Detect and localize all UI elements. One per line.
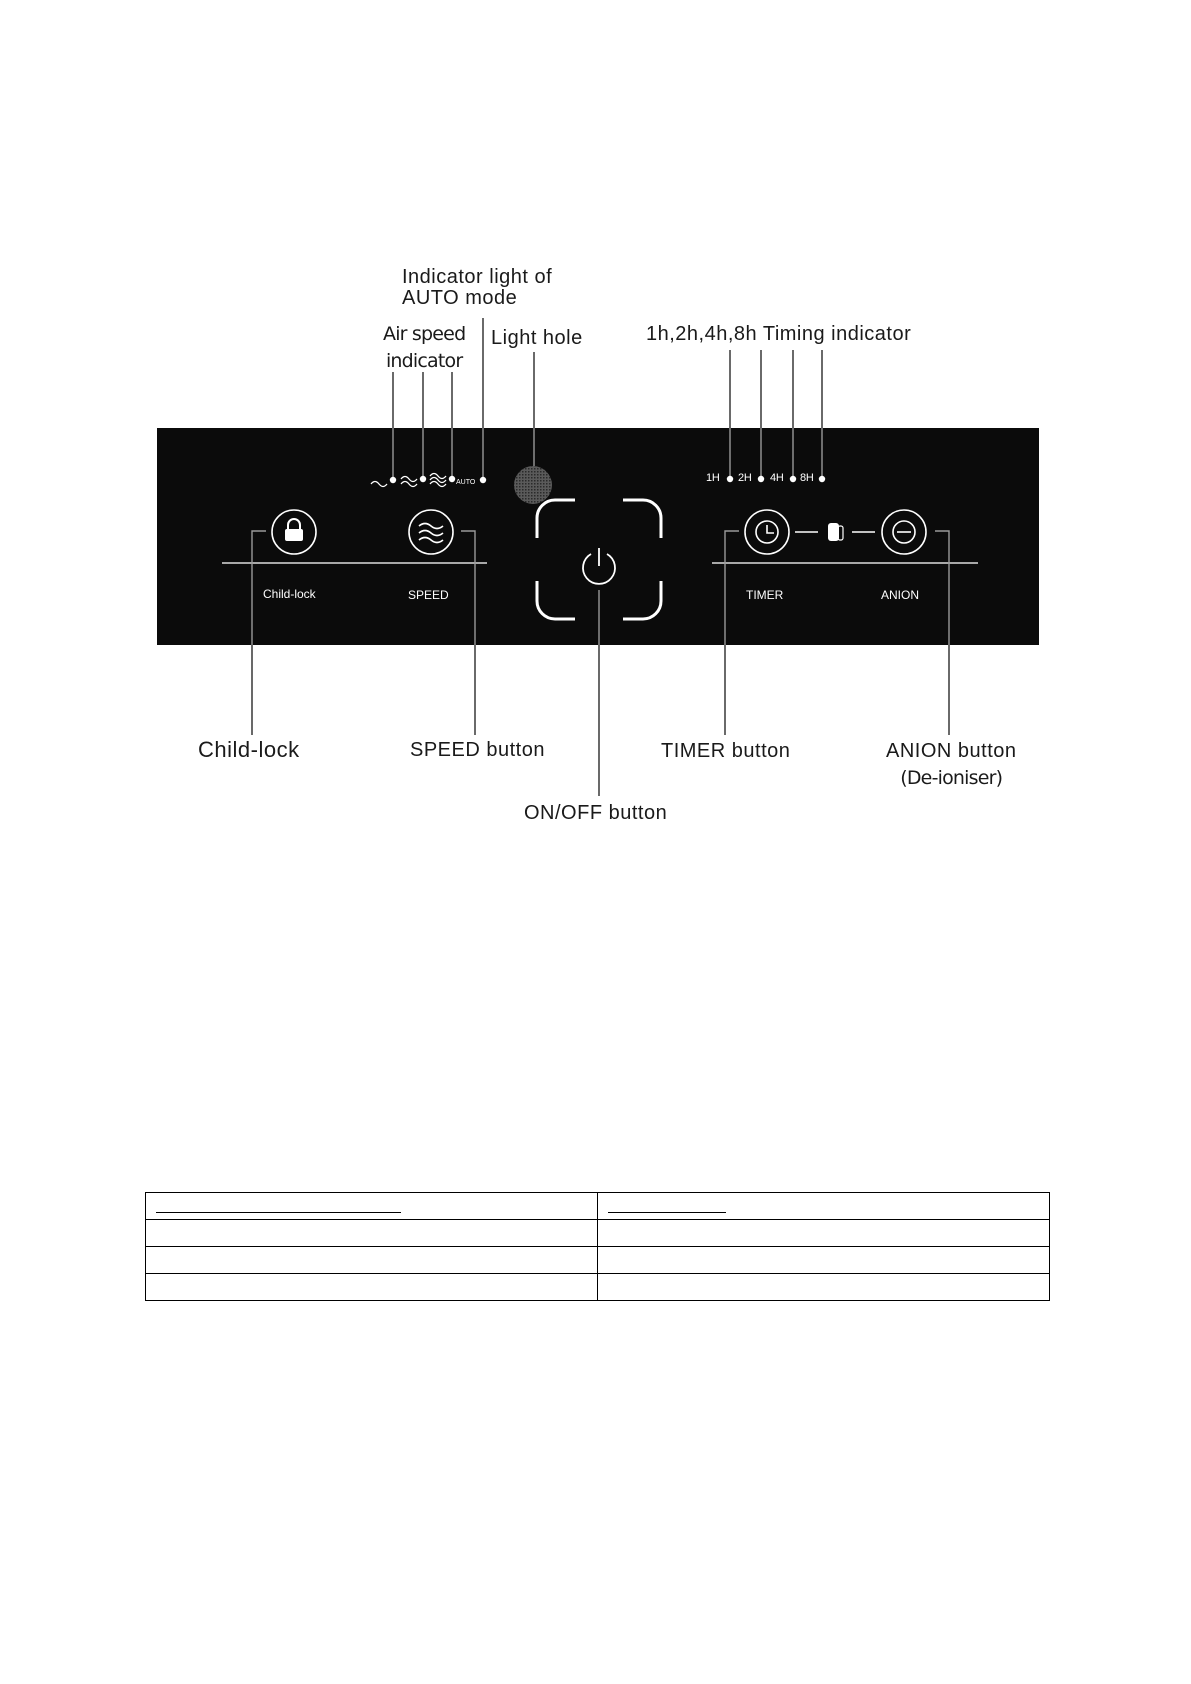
table-cell (598, 1247, 1050, 1274)
table-row (146, 1274, 1050, 1301)
callout-timing-indicator: 1h,2h,4h,8h Timing indicator (646, 323, 912, 345)
table-cell (146, 1220, 598, 1247)
callout-air-speed-line2: indicator (385, 350, 463, 372)
panel-label-timer: TIMER (746, 588, 784, 602)
panel-label-anion: ANION (881, 588, 920, 602)
callout-auto-indicator-line2: AUTO mode (402, 287, 518, 309)
timer-mark-2h: 2H (738, 472, 752, 484)
panel-label-child-lock: Child-lock (263, 587, 316, 601)
callout-speed-button: SPEED button (410, 739, 545, 761)
timer-mark-4h: 4H (770, 472, 784, 484)
callout-auto-indicator-line1: Indicator light of (402, 266, 553, 288)
table-cell (146, 1247, 598, 1274)
callout-light-hole: Light hole (491, 327, 583, 349)
table-row (146, 1193, 1050, 1220)
empty-table (145, 1192, 1050, 1301)
callout-auto-indicator (402, 267, 552, 309)
auto-mode-label: AUTO (456, 479, 476, 486)
table-cell (598, 1220, 1050, 1247)
callout-timer-button: TIMER button (661, 740, 791, 762)
table-row (146, 1247, 1050, 1274)
light-hole (514, 466, 552, 504)
callout-anion-button (886, 741, 1017, 789)
callout-air-speed (383, 324, 465, 372)
callout-anion-button-line2: (De-ioniser) (900, 767, 1003, 789)
table-cell (598, 1193, 1050, 1220)
callout-anion-button-line1: ANION button (886, 740, 1017, 762)
table-cell (146, 1193, 598, 1220)
callout-onoff-button: ON/OFF button (524, 802, 668, 824)
callout-air-speed-line1: Air speed (383, 323, 466, 345)
panel-label-speed: SPEED (408, 588, 449, 602)
table-row (146, 1220, 1050, 1247)
timer-mark-8h: 8H (800, 472, 814, 484)
table-cell (598, 1274, 1050, 1301)
table-cell (146, 1274, 598, 1301)
timer-mark-1h: 1H (706, 472, 720, 484)
callout-child-lock: Child-lock (198, 737, 300, 762)
